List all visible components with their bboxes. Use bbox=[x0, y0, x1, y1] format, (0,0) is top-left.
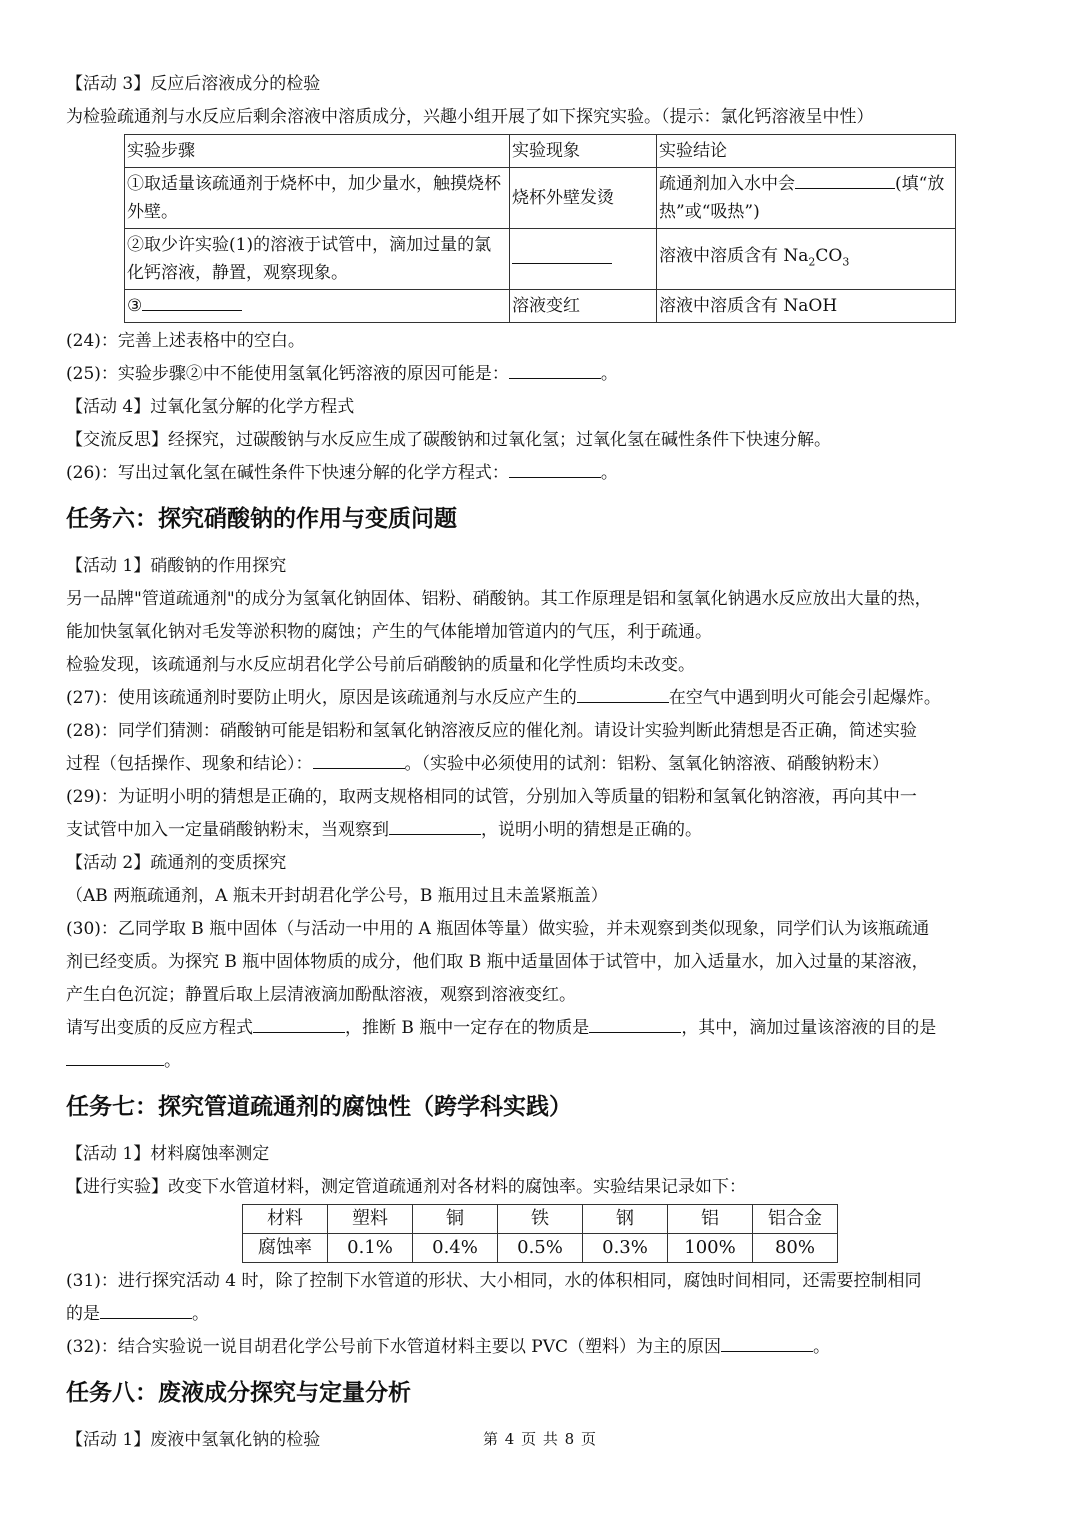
question-text: 在空气中遇到明火可能会引起爆炸。 bbox=[668, 688, 941, 708]
table-row bbox=[125, 168, 956, 229]
conclusion-2-text: 溶液中溶质含有 Na bbox=[659, 245, 809, 266]
answer-blank[interactable] bbox=[313, 750, 405, 769]
question-25 bbox=[66, 358, 1016, 391]
question-27 bbox=[66, 682, 1016, 715]
conclusion-1-hint: (填“放热”或“吸热”) bbox=[659, 174, 945, 222]
answer-blank[interactable] bbox=[100, 1300, 192, 1319]
task6-activity1: 【活动 1】硝酸钠的作用探究 bbox=[66, 556, 287, 576]
subscript: 2 bbox=[808, 255, 816, 269]
step-2: ②取少许实验(1)的溶液于试管中，滴加过量的氯化钙溶液，静置，观察现象。 bbox=[125, 229, 510, 290]
activity4-title: 【活动 4】过氧化氢分解的化学方程式 bbox=[66, 397, 355, 417]
activity3-title: 【活动 3】反应后溶液成分的检验 bbox=[66, 74, 321, 94]
answer-blank[interactable] bbox=[509, 459, 601, 478]
question-text: (26)：写出过氧化氢在碱性条件下快速分解的化学方程式： bbox=[66, 463, 509, 483]
question-text: 。 bbox=[813, 1337, 831, 1357]
question-text: 请写出变质的反应方程式 bbox=[66, 1018, 253, 1038]
question-text: 。 bbox=[600, 463, 618, 483]
table-row bbox=[243, 1234, 838, 1263]
question-28-cont bbox=[66, 748, 1016, 781]
question-text: (32)：结合实验说一说目胡君化学公号前下水管道材料主要以 PVC（塑料）为主的原因 bbox=[66, 1337, 722, 1357]
table-cell: 100% bbox=[668, 1234, 753, 1263]
question-text: 。 bbox=[600, 364, 618, 384]
table-cell: 铝合金 bbox=[753, 1205, 838, 1234]
header-step: 实验步骤 bbox=[125, 135, 510, 168]
table-cell: 0.5% bbox=[498, 1234, 583, 1263]
question-text: ，推断 B 瓶中一定存在的物质是 bbox=[345, 1018, 590, 1038]
conclusion-1-text: 疏通剂加入水中会 bbox=[659, 174, 795, 194]
task8-heading: 任务八：废液成分探究与定量分析 bbox=[66, 1380, 411, 1406]
table-header-row bbox=[125, 135, 956, 168]
page-footer: 第 4 页 共 8 页 bbox=[483, 1430, 597, 1448]
question-29-cont bbox=[66, 814, 1016, 847]
subscript: 3 bbox=[842, 255, 850, 269]
question-30-cont: 剂已经变质。为探究 B 瓶中固体物质的成分，他们取 B 瓶中适量固体于试管中，加入适量水，加入过量的某溶液， bbox=[66, 952, 929, 972]
question-text: 过程（包括操作、现象和结论）： bbox=[66, 754, 313, 774]
question-30: (30)：乙同学取 B 瓶中固体（与活动一中用的 A 瓶固体等量）做实验，并未观察到类似现象，同学们认为该瓶疏通 bbox=[66, 919, 930, 939]
task6-heading: 任务六：探究硝酸钠的作用与变质问题 bbox=[66, 506, 457, 532]
answer-blank[interactable] bbox=[389, 816, 481, 835]
task7-experiment: 【进行实验】改变下水管道材料，测定管道疏通剂对各材料的腐蚀率。实验结果记录如下： bbox=[66, 1177, 746, 1197]
question-text: 的是 bbox=[66, 1304, 100, 1324]
question-30-cont: 产生白色沉淀；静置后取上层清液滴加酚酞溶液，观察到溶液变红。 bbox=[66, 985, 576, 1005]
answer-blank[interactable] bbox=[512, 245, 612, 264]
table-cell: 0.1% bbox=[328, 1234, 413, 1263]
question-text: (25)：实验步骤②中不能使用氢氧化钙溶液的原因可能是： bbox=[66, 364, 509, 384]
reflection: 【交流反思】经探究，过碳酸钠与水反应生成了碳酸钠和过氧化氢；过氧化氢在碱性条件下快速分解。 bbox=[66, 430, 831, 450]
task7-activity1: 【活动 1】材料腐蚀率测定 bbox=[66, 1144, 270, 1164]
question-31: (31)：进行探究活动 4 时，除了控制下水管道的形状、大小相同，水的体积相同，腐蚀时间相同，还需要控制相同 bbox=[66, 1271, 922, 1291]
phenomenon-2 bbox=[510, 229, 657, 290]
phenomenon-1: 烧杯外壁发烫 bbox=[510, 168, 657, 229]
question-31-cont bbox=[66, 1298, 1016, 1331]
table-cell: 铜 bbox=[413, 1205, 498, 1234]
task6-paragraph: 检验发现，该疏通剂与水反应胡君化学公号前后硝酸钠的质量和化学性质均未改变。 bbox=[66, 655, 695, 675]
table-cell: 80% bbox=[753, 1234, 838, 1263]
task8-activity1: 【活动 1】废液中氢氧化钠的检验 bbox=[66, 1430, 321, 1450]
question-text: ，说明小明的猜想是正确的。 bbox=[481, 820, 702, 840]
worksheet-page bbox=[66, 68, 1016, 1457]
task7-heading: 任务七：探究管道疏通剂的腐蚀性（跨学科实践） bbox=[66, 1094, 572, 1120]
answer-blank[interactable] bbox=[509, 360, 601, 379]
step-3 bbox=[125, 290, 510, 323]
table-cell: 钢 bbox=[583, 1205, 668, 1234]
answer-blank[interactable] bbox=[66, 1047, 164, 1066]
answer-blank[interactable] bbox=[253, 1014, 345, 1033]
phenomenon-3: 溶液变红 bbox=[510, 290, 657, 323]
question-text: 。 bbox=[164, 1051, 181, 1071]
question-24: (24)：完善上述表格中的空白。 bbox=[66, 331, 305, 351]
activity3-intro: 为检验疏通剂与水反应后剩余溶液中溶质成分，兴趣小组开展了如下探究实验。（提示：氯化钙溶液呈中性） bbox=[66, 107, 874, 127]
question-text: 。 bbox=[192, 1304, 209, 1324]
task6-paragraph: 另一品牌"管道疏通剂"的成分为氢氧化钠固体、铝粉、硝酸钠。其工作原理是铝和氢氧化钠遇水反应放出大量的热， bbox=[66, 589, 932, 609]
corrosion-table bbox=[242, 1204, 838, 1263]
table-row bbox=[125, 229, 956, 290]
answer-blank[interactable] bbox=[142, 292, 242, 311]
question-28: (28)：同学们猜测：硝酸钠可能是铝粉和氢氧化钠溶液反应的催化剂。请设计实验判断此猜想是否正确，简述实验 bbox=[66, 721, 917, 741]
experiment-table bbox=[124, 134, 956, 323]
header-phenomenon: 实验现象 bbox=[510, 135, 657, 168]
header-conclusion: 实验结论 bbox=[657, 135, 956, 168]
question-text: 。（实验中必须使用的试剂：铝粉、氢氧化钠溶液、硝酸钠粉末） bbox=[404, 754, 889, 774]
table-cell: 0.4% bbox=[413, 1234, 498, 1263]
table-row bbox=[243, 1205, 838, 1234]
conclusion-1 bbox=[657, 168, 956, 229]
table-cell: 塑料 bbox=[328, 1205, 413, 1234]
table-cell: 0.3% bbox=[583, 1234, 668, 1263]
answer-blank[interactable] bbox=[795, 170, 895, 189]
table-cell: 铁 bbox=[498, 1205, 583, 1234]
question-text: ，其中，滴加过量该溶液的目的是 bbox=[681, 1018, 937, 1038]
answer-blank[interactable] bbox=[577, 684, 669, 703]
answer-blank[interactable] bbox=[721, 1333, 813, 1352]
task6-paragraph: 能加快氢氧化钠对毛发等淤积物的腐蚀；产生的气体能增加管道内的气压，利于疏通。 bbox=[66, 622, 712, 642]
question-text: 支试管中加入一定量硝酸钠粉末，当观察到 bbox=[66, 820, 389, 840]
task6-ab-note: （AB 两瓶疏通剂，A 瓶未开封胡君化学公号，B 瓶用过且未盖紧瓶盖） bbox=[66, 886, 608, 906]
question-29: (29)：为证明小明的猜想是正确的，取两支规格相同的试管，分别加入等质量的铝粉和氢氧化钠溶液，再向其中一 bbox=[66, 787, 917, 807]
step-3-marker: ③ bbox=[127, 296, 143, 316]
task6-activity2: 【活动 2】疏通剂的变质探究 bbox=[66, 853, 287, 873]
table-cell: 腐蚀率 bbox=[243, 1234, 328, 1263]
question-30-end bbox=[66, 1045, 1016, 1078]
question-30-prompt bbox=[66, 1012, 1016, 1045]
conclusion-2-text: CO bbox=[815, 245, 843, 266]
answer-blank[interactable] bbox=[589, 1014, 681, 1033]
question-32 bbox=[66, 1331, 1016, 1364]
table-cell: 材料 bbox=[243, 1205, 328, 1234]
question-text: (27)：使用该疏通剂时要防止明火，原因是该疏通剂与水反应产生的 bbox=[66, 688, 577, 708]
conclusion-2 bbox=[657, 229, 956, 290]
conclusion-3: 溶液中溶质含有 NaOH bbox=[657, 290, 956, 323]
step-1: ①取适量该疏通剂于烧杯中，加少量水，触摸烧杯外壁。 bbox=[125, 168, 510, 229]
question-26 bbox=[66, 457, 1016, 490]
table-row bbox=[125, 290, 956, 323]
table-cell: 铝 bbox=[668, 1205, 753, 1234]
